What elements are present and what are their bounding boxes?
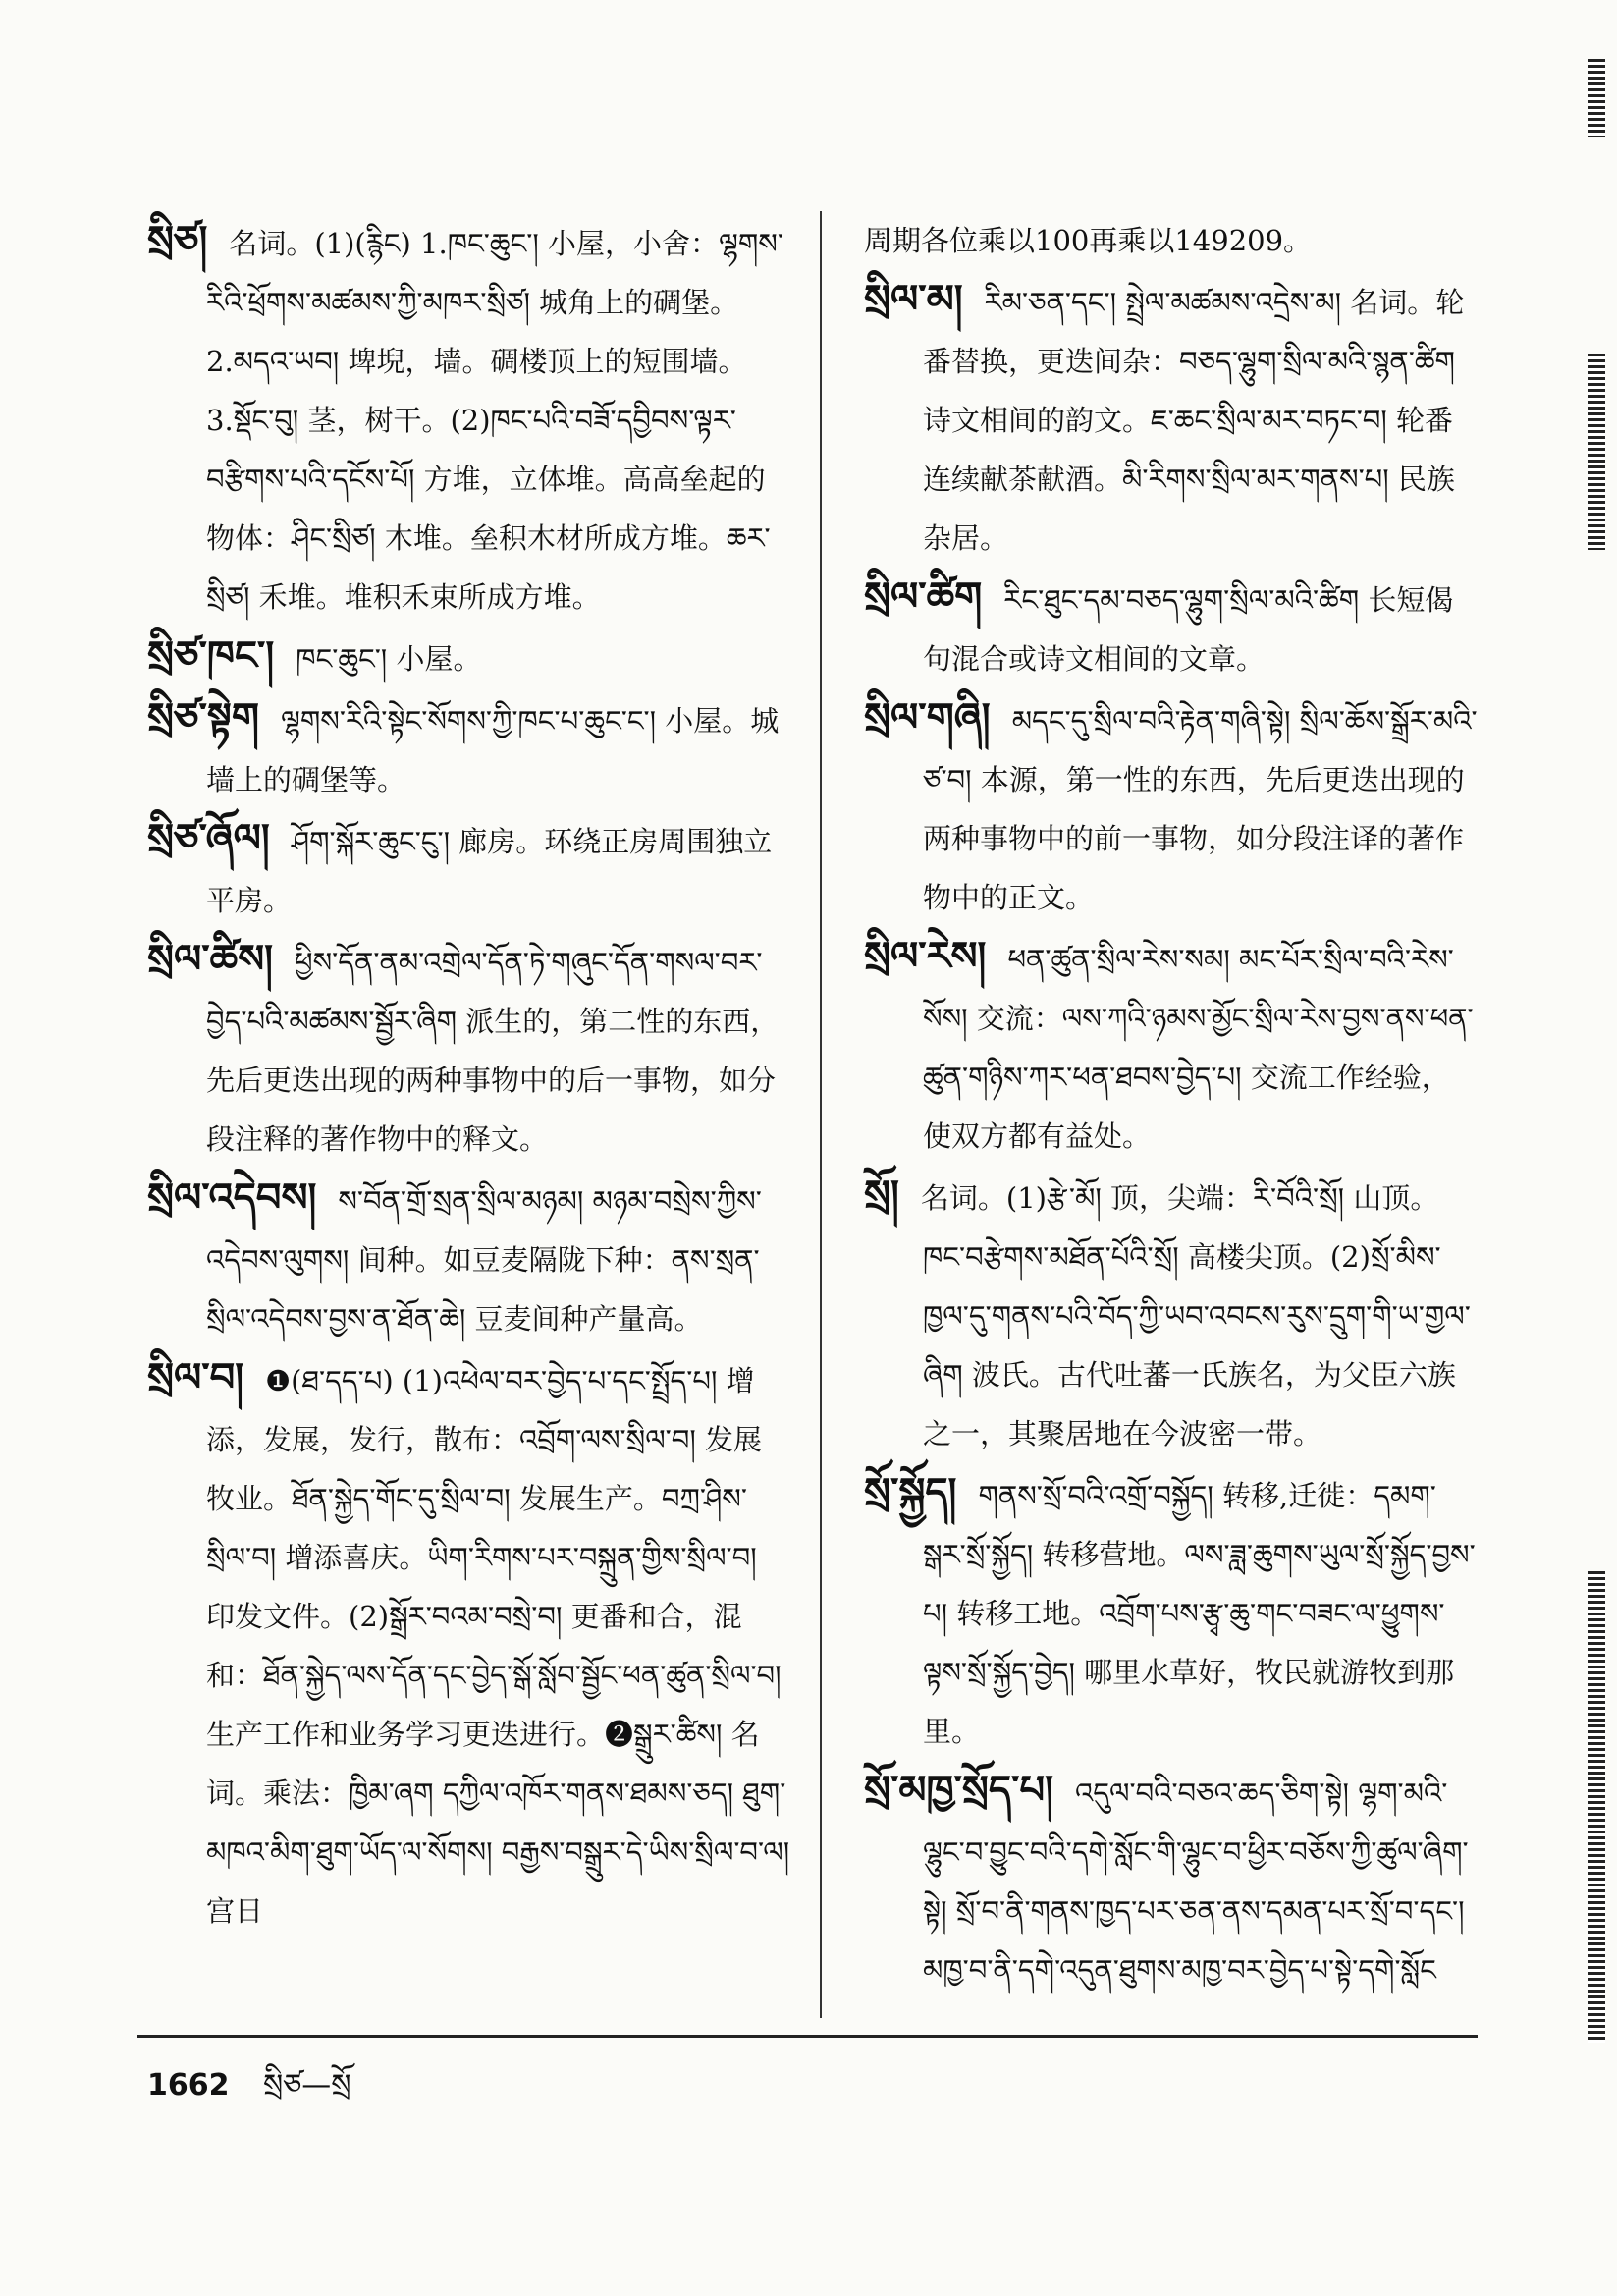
- dictionary-entry: [147, 211, 790, 627]
- dictionary-entry: [864, 688, 1478, 927]
- dictionary-entry: [147, 1169, 790, 1348]
- entry-headword: སྲོ་མཁྱ་སྲོད་པ།: [864, 1767, 1053, 1813]
- entry-definition: མདང་དུ་སྲིལ་བའི་རྟེན་གཞི་སྟེ། སྲིལ་ཆོས་སྒྲོར་མའི་ཙ་བ། 本源，第一性的东西，先后更迭出现的两种事物中的前一事物，如分段注译的著作物中的正文。: [923, 704, 1478, 914]
- entry-definition: རིང་ཐུང་དམ་བཅད་ལྷུག་སྲིལ་མའི་ཚིག 长短偈句混合或诗文相间的文章。: [923, 583, 1454, 676]
- dictionary-entry: [864, 211, 1478, 270]
- entry-definition: ས་བོན་གྲོ་སྲན་སྲིལ་མཉམ། མཉམ་བསྲེས་ཀྱིས་འདེབས་ལུགས། 间种。如豆麦隔陇下种：ནས་སྲན་སྲིལ་འདེབས་བྱས་ན་ཐོན་ཆེ། 豆麦间种产量高。: [206, 1184, 762, 1336]
- entry-headword: སྲིཙ་ཞོལ།: [147, 815, 270, 861]
- dictionary-entry: [147, 930, 790, 1169]
- page-footer: [147, 2052, 351, 2135]
- dictionary-entry: [864, 270, 1478, 568]
- entry-headword: སྲིལ་ཚིག: [864, 574, 983, 620]
- column-divider: [820, 211, 822, 2018]
- entry-headword: སྲིལ་འདེབས།: [147, 1175, 317, 1221]
- entry-definition: ❶(ཐ་དད་པ) (1)འཕེལ་བར་བྱེད་པ་དང་སྤྲོད་པ། 增添，发展，发行，散布：འབྲོག་ལས་སྲིལ་བ། 发展牧业。ཐོན་སྐྱེད་གོང་དུ་སྲིལ་བ། 发展生产。བཀྲ་ཤིས་སྲིལ་བ། 增添喜庆。ཡིག་རིགས་པར་བསྐྲུན་གྱིས་སྲིལ་བ། 印发文件。(2)སྒྲོར་བའམ་བསྲེ་བ། 更番和合，混和：ཐོན་སྐྱེད་ལས་དོན་དང་བྱེད་སྒོ་སློབ་སྦྱོང་ཕན་ཚུན་སྲིལ་བ། 生产工作和业务学习更迭进行。❷སྒྲུར་ཚིས། 名词。乘法：ཁྱིམ་ཞག དཀྱིལ་འཁོར་གནས་ཐམས་ཅད། ཐུག་མཁའ་མིག་ཐུག་ཡོད་ལ་སོགས། བརྒྱས་བསྒྲུར་དེ་ཡིས་སྲིལ་བ་ལ། 宫日: [206, 1364, 790, 1928]
- entry-headword: སྲིཙ།: [147, 217, 208, 263]
- entry-headword: སྲིཙ་སྟེག: [147, 694, 259, 740]
- entry-headword: སྲིལ་རེས།: [864, 933, 987, 979]
- entry-definition: 周期各位乘以100再乘以149209。: [864, 224, 1313, 257]
- entry-definition: ཁང་ཆུང་། 小屋。: [296, 642, 482, 676]
- dictionary-entry: [864, 1166, 1478, 1463]
- entry-headword: སྲོ་སྐྱོད།: [864, 1469, 957, 1515]
- scan-edge-mark: [1588, 354, 1605, 550]
- entry-headword: སྲིལ་ཚིས།: [147, 936, 273, 982]
- scan-edge-mark: [1588, 59, 1605, 137]
- footer-rule: [137, 2035, 1478, 2038]
- entry-definition: ལྷགས་རིའི་སྟེང་སོགས་ཀྱི་ཁང་པ་ཆུང་ང་། 小屋。城墙上的碉堡等。: [206, 704, 780, 796]
- dictionary-entry: [864, 1761, 1478, 1999]
- dictionary-entry: [864, 1463, 1478, 1761]
- entry-definition: ཕན་ཚུན་སྲིལ་རེས་སམ། མང་པོར་སྲིལ་བའི་རེས་སོས། 交流：ལས་ཀའི་ཉམས་མྱོང་སྲིལ་རེས་བྱས་ནས་ཕན་ཚུན་གཉིས་ཀར་ཕན་ཐབས་བྱེད་པ། 交流工作经验，使双方都有益处。: [923, 943, 1474, 1153]
- dictionary-entry: [147, 809, 790, 930]
- entry-definition: 名词。(1)(རྙིང) 1.ཁང་ཆུང་། 小屋，小舍：ལྷགས་རིའི་ཕྲོགས་མཚམས་ཀྱི་མཁར་སྲིཙ། 城角上的碉堡。2.མདའ་ཡབ། 埤堄，墙。碉楼顶上的短围墙。3.སྡོང་བུ། 茎，树干。(2)ཁང་པའི་བཟོ་དབྱིབས་ལྟར་བརྩིགས་པའི་དངོས་པོ། 方堆，立体堆。高高垒起的物体：ཤིང་སྲིཙ། 木堆。垒积木材所成方堆。ཆར་སྲིཙ། 禾堆。堆积禾束所成方堆。: [206, 227, 783, 614]
- entry-definition: རིམ་ཅན་དང་། སྤྲེལ་མཚམས་འདྲེས་མ། 名词。轮番替换，更迭间杂：བཅད་ལྷུག་སྲིལ་མའི་སྙན་ཚིག 诗文相间的韵文。ཇ་ཆང་སྲིལ་མར་བཏང་བ། 轮番连续献茶献酒。མི་རིགས་སྲིལ་མར་གནས་པ། 民族杂居。: [923, 286, 1465, 555]
- entry-definition: 名词。(1)རྩེ་མོ། 顶，尖端：རི་བོའི་སྲོ། 山顶。ཁང་བརྩེགས་མཐོན་པོའི་སྲོ། 高楼尖顶。(2)སྲོ་མིས་ཁྱལ་དུ་གནས་པའི་བོད་ཀྱི་ཡབ་འབངས་རུས་དྲུག་གི་ཡ་གྱལ་ཞིག 波氏。古代吐蕃一氏族名，为父臣六族之一，其聚居地在今波密一带。: [920, 1181, 1471, 1450]
- entry-headword: སྲོ།: [864, 1172, 899, 1218]
- entry-definition: ཤོག་སྐོར་ཆུང་ངུ་། 廊房。环绕正房周围独立平房。: [206, 825, 773, 917]
- dictionary-entry: [147, 627, 790, 688]
- page-number: 1662: [147, 2068, 230, 2103]
- dictionary-entry: [147, 1348, 790, 1941]
- entry-definition: གནས་སྲོ་བའི་འགྲོ་བསྐྱོད། 转移,迁徙：དམག་སྒར་སྲོ་སྐྱོད། 转移营地。ལས་ཟླ་ཆུགས་ཡུལ་སྲོ་སྐྱོད་བྱས་པ། 转移工地。འབྲོག་པས་རྩྭ་ཆུ་གང་བཟང་ལ་ཕྱུགས་ལྟས་སྲོ་སྐྱོད་བྱེད། 哪里水草好，牧民就游牧到那里。: [923, 1479, 1476, 1748]
- left-column: [147, 211, 790, 1941]
- entry-headword: སྲིལ་བ།: [147, 1354, 244, 1400]
- right-column: [864, 211, 1478, 1999]
- dictionary-entry: [147, 688, 790, 809]
- dictionary-entry: [864, 568, 1478, 688]
- scan-edge-mark: [1588, 1571, 1605, 2043]
- entry-headword: སྲིལ་མ།: [864, 276, 963, 322]
- entry-headword: སྲིཙ་ཁང་།: [147, 632, 275, 679]
- entry-headword: སྲིལ་གཞི།: [864, 694, 991, 740]
- dictionary-entry: [864, 927, 1478, 1166]
- page-range: སྲིཙ—སྲོ: [262, 2068, 351, 2103]
- entry-definition: འདུལ་བའི་བཅའ་ཆད་ཅིག་སྟེ། ལྷག་མའི་ལྷུང་བ་བྱུང་བའི་དགེ་སློང་གི་ལྷུང་བ་ཕྱིར་བཅོས་ཀྱི་ཚུལ་ཞིག་སྟེ། སྲོ་བ་ནི་གནས་ཁྱད་པར་ཅན་ནས་དམན་པར་སྲོ་བ་དང་། མཁྱ་བ་ནི་དགེ་འདུན་ཐུགས་མཁྱ་བར་བྱེད་པ་སྟེ་དགེ་སློང: [923, 1777, 1469, 1987]
- entry-definition: ཕྱིས་དོན་ནམ་འགྲེལ་དོན་ཏེ་གཞུང་དོན་གསལ་བར་བྱེད་པའི་མཚམས་སྦྱོར་ཞིག 派生的，第二性的东西，先后更迭出现的两种事物中的后一事物，如分段注释的著作物中的释文。: [206, 946, 780, 1156]
